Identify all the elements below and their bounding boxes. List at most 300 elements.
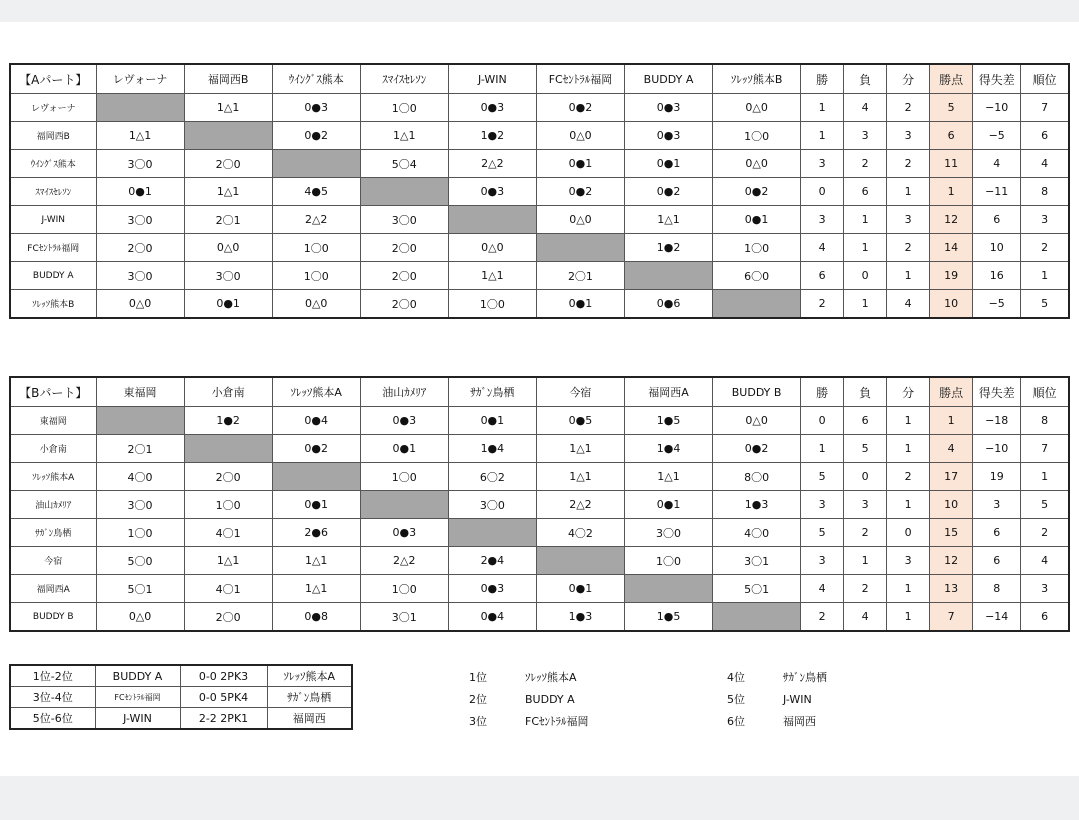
column-header: 順位 <box>1021 64 1069 94</box>
team-row <box>10 435 1069 463</box>
result-cell: 1△1 <box>184 94 272 122</box>
result-cell: 3〇0 <box>624 519 712 547</box>
result-cell: 0●1 <box>624 491 712 519</box>
wins-cell: 4 <box>801 575 844 603</box>
team-name: 福岡西B <box>10 122 96 150</box>
result-cell: 0●1 <box>536 575 624 603</box>
result-cell: 0●2 <box>713 435 801 463</box>
placement-row <box>10 665 352 687</box>
result-cell: 3〇0 <box>184 262 272 290</box>
result-cell: 4〇1 <box>184 575 272 603</box>
league-table-a <box>9 63 1070 319</box>
result-cell: 0△0 <box>713 150 801 178</box>
result-cell: 1〇0 <box>272 262 360 290</box>
goal-difference-cell: 16 <box>973 262 1021 290</box>
draws-cell: 0 <box>887 519 930 547</box>
result-cell: 0●8 <box>272 603 360 632</box>
column-header: 順位 <box>1021 377 1069 407</box>
column-header: J-WIN <box>448 64 536 94</box>
team-row <box>10 122 1069 150</box>
placement-row <box>10 687 352 708</box>
result-cell: 1△1 <box>272 575 360 603</box>
result-cell: 2〇0 <box>184 603 272 632</box>
team-name: 今宿 <box>10 547 96 575</box>
wins-cell: 0 <box>801 178 844 206</box>
part-title: 【Aパート】 <box>10 64 96 94</box>
document-page <box>0 22 1079 776</box>
draws-cell: 2 <box>887 463 930 491</box>
team-name: 東福岡 <box>10 407 96 435</box>
wins-cell: 4 <box>801 234 844 262</box>
result-cell: 0△0 <box>536 206 624 234</box>
column-header: 分 <box>887 377 930 407</box>
self-match-cell <box>272 463 360 491</box>
rank-cell: 2 <box>1021 519 1069 547</box>
result-cell: 6〇2 <box>448 463 536 491</box>
points-cell: 12 <box>930 206 973 234</box>
rank-cell: 5 <box>1021 290 1069 319</box>
points-cell: 4 <box>930 435 973 463</box>
result-cell: 0●3 <box>360 407 448 435</box>
team-name: ｳｲﾝｸﾞｽ熊本 <box>10 150 96 178</box>
result-cell: 3〇0 <box>360 206 448 234</box>
standing-place: 2位 <box>469 693 487 706</box>
result-cell: 2〇1 <box>184 206 272 234</box>
rank-cell: 8 <box>1021 407 1069 435</box>
placement-home-team: J-WIN <box>95 708 180 730</box>
placement-home-team: FCｾﾝﾄﾗﾙ福岡 <box>95 687 180 708</box>
placement-away-team: ｿﾚｯｿ熊本A <box>267 665 352 687</box>
wins-cell: 3 <box>801 206 844 234</box>
losses-cell: 0 <box>844 262 887 290</box>
column-header: 福岡西A <box>624 377 712 407</box>
wins-cell: 2 <box>801 290 844 319</box>
result-cell: 5〇1 <box>96 575 184 603</box>
wins-cell: 6 <box>801 262 844 290</box>
placement-matches-table <box>9 664 353 730</box>
result-cell: 0●1 <box>96 178 184 206</box>
self-match-cell <box>184 122 272 150</box>
result-cell: 1△1 <box>536 463 624 491</box>
wins-cell: 1 <box>801 94 844 122</box>
wins-cell: 5 <box>801 463 844 491</box>
self-match-cell <box>360 178 448 206</box>
self-match-cell <box>448 206 536 234</box>
result-cell: 1△1 <box>272 547 360 575</box>
result-cell: 3〇0 <box>96 206 184 234</box>
rank-cell: 8 <box>1021 178 1069 206</box>
result-cell: 1〇0 <box>713 234 801 262</box>
result-cell: 0●1 <box>713 206 801 234</box>
points-cell: 14 <box>930 234 973 262</box>
goal-difference-cell: 8 <box>973 575 1021 603</box>
points-cell: 10 <box>930 491 973 519</box>
result-cell: 0●1 <box>448 407 536 435</box>
losses-cell: 1 <box>844 547 887 575</box>
rank-cell: 3 <box>1021 206 1069 234</box>
placement-label: 1位-2位 <box>10 665 95 687</box>
points-cell: 13 <box>930 575 973 603</box>
self-match-cell <box>713 290 801 319</box>
result-cell: 4〇0 <box>713 519 801 547</box>
draws-cell: 3 <box>887 547 930 575</box>
result-cell: 0●2 <box>713 178 801 206</box>
placement-home-team: BUDDY A <box>95 665 180 687</box>
team-row <box>10 491 1069 519</box>
team-name: 福岡西A <box>10 575 96 603</box>
losses-cell: 0 <box>844 463 887 491</box>
result-cell: 0●1 <box>536 290 624 319</box>
wins-cell: 1 <box>801 435 844 463</box>
goal-difference-cell: 6 <box>973 206 1021 234</box>
standing-place: 6位 <box>727 715 745 728</box>
result-cell: 0△0 <box>96 290 184 319</box>
column-header: ｻｶﾞﾝ鳥栖 <box>448 377 536 407</box>
losses-cell: 6 <box>844 178 887 206</box>
placement-score: 0-0 5PK4 <box>180 687 267 708</box>
draws-cell: 1 <box>887 262 930 290</box>
result-cell: 0●2 <box>536 94 624 122</box>
team-name: 小倉南 <box>10 435 96 463</box>
team-name: BUDDY B <box>10 603 96 632</box>
goal-difference-cell: −10 <box>973 435 1021 463</box>
result-cell: 1△1 <box>536 435 624 463</box>
result-cell: 1●5 <box>624 603 712 632</box>
result-cell: 2●4 <box>448 547 536 575</box>
column-header: 得失差 <box>973 64 1021 94</box>
result-cell: 0●6 <box>624 290 712 319</box>
result-cell: 2〇0 <box>184 150 272 178</box>
draws-cell: 2 <box>887 94 930 122</box>
points-cell: 5 <box>930 94 973 122</box>
result-cell: 2〇0 <box>184 463 272 491</box>
result-cell: 0●3 <box>448 575 536 603</box>
losses-cell: 1 <box>844 206 887 234</box>
result-cell: 3〇1 <box>360 603 448 632</box>
points-cell: 15 <box>930 519 973 547</box>
team-row <box>10 178 1069 206</box>
draws-cell: 1 <box>887 435 930 463</box>
placement-label: 5位-6位 <box>10 708 95 730</box>
result-cell: 1●5 <box>624 407 712 435</box>
result-cell: 1●2 <box>184 407 272 435</box>
column-header: 勝 <box>801 64 844 94</box>
standing-place: 1位 <box>469 671 487 684</box>
column-header: ｿﾚｯｿ熊本A <box>272 377 360 407</box>
result-cell: 2〇0 <box>360 234 448 262</box>
losses-cell: 2 <box>844 150 887 178</box>
result-cell: 1〇0 <box>713 122 801 150</box>
self-match-cell <box>536 547 624 575</box>
standing-row <box>727 689 827 711</box>
result-cell: 1●2 <box>448 122 536 150</box>
rank-cell: 7 <box>1021 94 1069 122</box>
team-row <box>10 575 1069 603</box>
losses-cell: 2 <box>844 519 887 547</box>
result-cell: 1●3 <box>713 491 801 519</box>
result-cell: 1●3 <box>536 603 624 632</box>
rank-cell: 3 <box>1021 575 1069 603</box>
losses-cell: 3 <box>844 122 887 150</box>
result-cell: 0△0 <box>713 94 801 122</box>
result-cell: 4〇1 <box>184 519 272 547</box>
result-cell: 0△0 <box>448 234 536 262</box>
points-cell: 6 <box>930 122 973 150</box>
result-cell: 8〇0 <box>713 463 801 491</box>
goal-difference-cell: 10 <box>973 234 1021 262</box>
team-name: FCｾﾝﾄﾗﾙ福岡 <box>10 234 96 262</box>
result-cell: 0△0 <box>272 290 360 319</box>
rank-cell: 5 <box>1021 491 1069 519</box>
result-cell: 2●6 <box>272 519 360 547</box>
result-cell: 0●4 <box>448 603 536 632</box>
result-cell: 0●2 <box>272 435 360 463</box>
goal-difference-cell: −14 <box>973 603 1021 632</box>
column-header: 負 <box>844 64 887 94</box>
team-row <box>10 463 1069 491</box>
team-row <box>10 234 1069 262</box>
rank-cell: 6 <box>1021 603 1069 632</box>
result-cell: 2〇0 <box>360 290 448 319</box>
result-cell: 6〇0 <box>713 262 801 290</box>
losses-cell: 6 <box>844 407 887 435</box>
column-header: ｽﾏｲｽｾﾚｿﾝ <box>360 64 448 94</box>
standing-row <box>469 689 589 711</box>
result-cell: 0△0 <box>96 603 184 632</box>
part-title: 【Bパート】 <box>10 377 96 407</box>
placement-score: 2-2 2PK1 <box>180 708 267 730</box>
goal-difference-cell: 6 <box>973 519 1021 547</box>
self-match-cell <box>713 603 801 632</box>
self-match-cell <box>96 407 184 435</box>
result-cell: 1●2 <box>624 234 712 262</box>
standing-place: 4位 <box>727 671 745 684</box>
column-header: 福岡西B <box>184 64 272 94</box>
placement-score: 0-0 2PK3 <box>180 665 267 687</box>
losses-cell: 5 <box>844 435 887 463</box>
column-header: 油山ｶﾒﾘｱ <box>360 377 448 407</box>
result-cell: 2△2 <box>448 150 536 178</box>
column-header: レヴォーナ <box>96 64 184 94</box>
result-cell: 0●3 <box>624 122 712 150</box>
result-cell: 0●5 <box>536 407 624 435</box>
goal-difference-cell: −18 <box>973 407 1021 435</box>
result-cell: 0●1 <box>272 491 360 519</box>
result-cell: 5〇1 <box>713 575 801 603</box>
rank-cell: 1 <box>1021 262 1069 290</box>
final-standings-left <box>469 667 589 733</box>
standing-place: 5位 <box>727 693 745 706</box>
column-header: 分 <box>887 64 930 94</box>
column-header: 勝 <box>801 377 844 407</box>
result-cell: 1〇0 <box>360 575 448 603</box>
result-cell: 4〇2 <box>536 519 624 547</box>
result-cell: 1〇0 <box>360 463 448 491</box>
column-header: BUDDY B <box>713 377 801 407</box>
result-cell: 1〇0 <box>360 94 448 122</box>
team-row <box>10 547 1069 575</box>
column-header: ｳｲﾝｸﾞｽ熊本 <box>272 64 360 94</box>
goal-difference-cell: 6 <box>973 547 1021 575</box>
standing-row <box>469 667 589 689</box>
team-row <box>10 407 1069 435</box>
result-cell: 0●3 <box>360 519 448 547</box>
result-cell: 0●2 <box>624 178 712 206</box>
result-cell: 0●3 <box>448 178 536 206</box>
team-name: ｽﾏｲｽｾﾚｿﾝ <box>10 178 96 206</box>
team-name: ｻｶﾞﾝ鳥栖 <box>10 519 96 547</box>
final-standings-right <box>727 667 827 733</box>
result-cell: 0△0 <box>713 407 801 435</box>
result-cell: 1△1 <box>448 262 536 290</box>
result-cell: 0●3 <box>624 94 712 122</box>
result-cell: 1〇0 <box>624 547 712 575</box>
result-cell: 4〇0 <box>96 463 184 491</box>
self-match-cell <box>272 150 360 178</box>
team-name: ｿﾚｯｿ熊本B <box>10 290 96 319</box>
points-cell: 10 <box>930 290 973 319</box>
self-match-cell <box>360 491 448 519</box>
standing-team: J-WIN <box>783 693 812 706</box>
losses-cell: 4 <box>844 94 887 122</box>
result-cell: 3〇0 <box>448 491 536 519</box>
standing-row <box>469 711 589 733</box>
goal-difference-cell: 4 <box>973 150 1021 178</box>
draws-cell: 3 <box>887 122 930 150</box>
team-row <box>10 519 1069 547</box>
result-cell: 2△2 <box>360 547 448 575</box>
standing-team: ｻｶﾞﾝ鳥栖 <box>783 671 827 684</box>
draws-cell: 4 <box>887 290 930 319</box>
result-cell: 1●4 <box>448 435 536 463</box>
team-row <box>10 206 1069 234</box>
self-match-cell <box>184 435 272 463</box>
draws-cell: 2 <box>887 150 930 178</box>
result-cell: 1△1 <box>624 463 712 491</box>
losses-cell: 1 <box>844 234 887 262</box>
points-cell: 12 <box>930 547 973 575</box>
placement-row <box>10 708 352 730</box>
wins-cell: 2 <box>801 603 844 632</box>
losses-cell: 2 <box>844 575 887 603</box>
rank-cell: 2 <box>1021 234 1069 262</box>
result-cell: 5〇0 <box>96 547 184 575</box>
column-header: 東福岡 <box>96 377 184 407</box>
standing-team: ｿﾚｯｿ熊本A <box>525 671 577 684</box>
draws-cell: 1 <box>887 491 930 519</box>
team-name: BUDDY A <box>10 262 96 290</box>
draws-cell: 2 <box>887 234 930 262</box>
result-cell: 1〇0 <box>272 234 360 262</box>
wins-cell: 5 <box>801 519 844 547</box>
result-cell: 0●2 <box>272 122 360 150</box>
result-cell: 1〇0 <box>96 519 184 547</box>
goal-difference-cell: −5 <box>973 290 1021 319</box>
result-cell: 0●1 <box>184 290 272 319</box>
team-row <box>10 603 1069 632</box>
wins-cell: 1 <box>801 122 844 150</box>
losses-cell: 4 <box>844 603 887 632</box>
result-cell: 2〇1 <box>96 435 184 463</box>
standing-team: BUDDY A <box>525 693 575 706</box>
result-cell: 1〇0 <box>448 290 536 319</box>
result-cell: 0●1 <box>536 150 624 178</box>
result-cell: 3〇0 <box>96 491 184 519</box>
goal-difference-cell: −11 <box>973 178 1021 206</box>
draws-cell: 1 <box>887 407 930 435</box>
column-header: BUDDY A <box>624 64 712 94</box>
points-cell: 1 <box>930 178 973 206</box>
column-header: 負 <box>844 377 887 407</box>
result-cell: 5〇4 <box>360 150 448 178</box>
losses-cell: 1 <box>844 290 887 319</box>
result-cell: 0●4 <box>272 407 360 435</box>
self-match-cell <box>624 262 712 290</box>
points-cell: 11 <box>930 150 973 178</box>
standing-place: 3位 <box>469 715 487 728</box>
wins-cell: 3 <box>801 491 844 519</box>
column-header: 勝点 <box>930 64 973 94</box>
result-cell: 2△2 <box>536 491 624 519</box>
placement-away-team: ｻｶﾞﾝ鳥栖 <box>267 687 352 708</box>
points-cell: 17 <box>930 463 973 491</box>
result-cell: 1△1 <box>360 122 448 150</box>
rank-cell: 4 <box>1021 547 1069 575</box>
team-row <box>10 262 1069 290</box>
column-header: 勝点 <box>930 377 973 407</box>
result-cell: 0△0 <box>184 234 272 262</box>
result-cell: 1●4 <box>624 435 712 463</box>
result-cell: 3〇1 <box>713 547 801 575</box>
placement-label: 3位-4位 <box>10 687 95 708</box>
rank-cell: 1 <box>1021 463 1069 491</box>
result-cell: 1△1 <box>184 547 272 575</box>
standing-team: FCｾﾝﾄﾗﾙ福岡 <box>525 715 589 728</box>
goal-difference-cell: 3 <box>973 491 1021 519</box>
goal-difference-cell: −5 <box>973 122 1021 150</box>
result-cell: 2〇0 <box>96 234 184 262</box>
points-cell: 19 <box>930 262 973 290</box>
header-row <box>10 64 1069 94</box>
points-cell: 7 <box>930 603 973 632</box>
result-cell: 2△2 <box>272 206 360 234</box>
team-row <box>10 94 1069 122</box>
team-name: J-WIN <box>10 206 96 234</box>
result-cell: 1△1 <box>184 178 272 206</box>
team-name: 油山ｶﾒﾘｱ <box>10 491 96 519</box>
wins-cell: 0 <box>801 407 844 435</box>
self-match-cell <box>448 519 536 547</box>
draws-cell: 1 <box>887 603 930 632</box>
result-cell: 4●5 <box>272 178 360 206</box>
draws-cell: 1 <box>887 575 930 603</box>
rank-cell: 7 <box>1021 435 1069 463</box>
league-table-b <box>9 376 1070 632</box>
self-match-cell <box>536 234 624 262</box>
column-header: FCｾﾝﾄﾗﾙ福岡 <box>536 64 624 94</box>
result-cell: 0●1 <box>624 150 712 178</box>
team-row <box>10 150 1069 178</box>
team-name: レヴォーナ <box>10 94 96 122</box>
goal-difference-cell: 19 <box>973 463 1021 491</box>
result-cell: 0●1 <box>360 435 448 463</box>
wins-cell: 3 <box>801 547 844 575</box>
result-cell: 2〇1 <box>536 262 624 290</box>
header-row <box>10 377 1069 407</box>
result-cell: 0△0 <box>536 122 624 150</box>
goal-difference-cell: −10 <box>973 94 1021 122</box>
rank-cell: 4 <box>1021 150 1069 178</box>
